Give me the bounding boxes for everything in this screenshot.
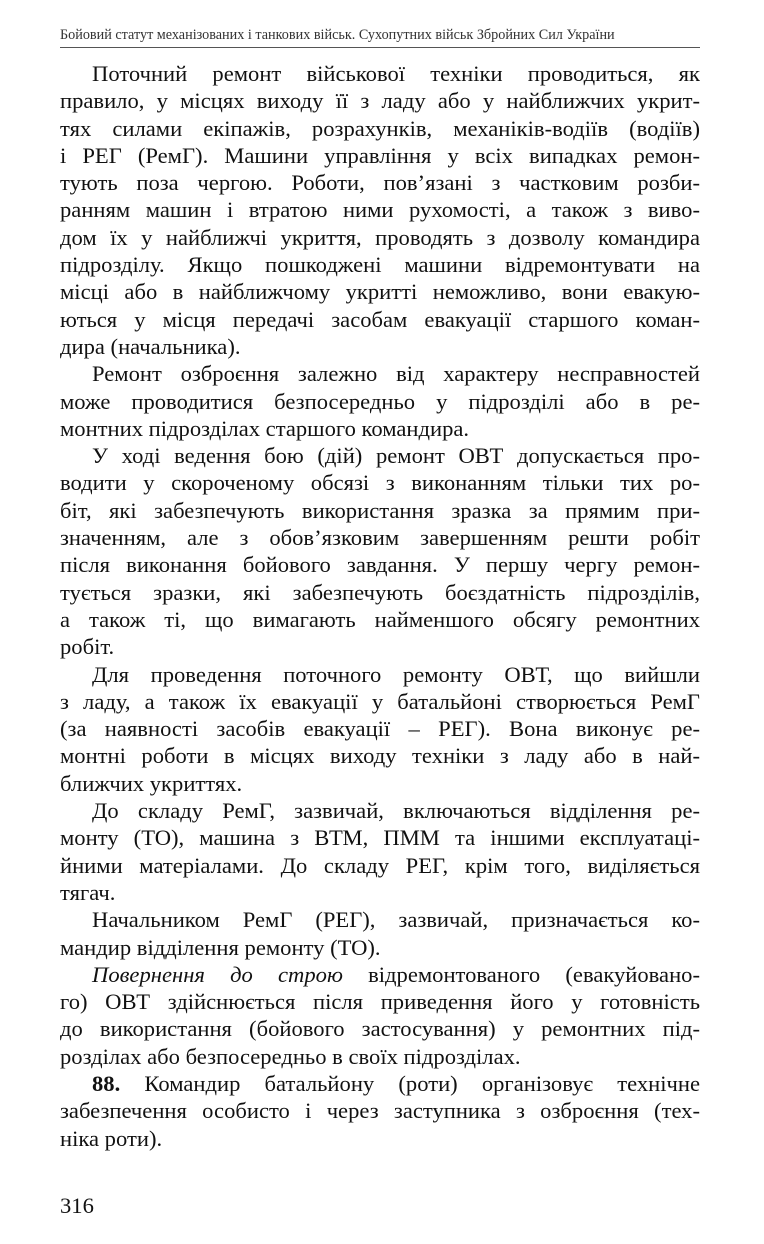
paragraph-battalion-group <box>60 661 700 797</box>
text-line: розділах або безпосередньо в своїх підрозділах. <box>60 1043 521 1069</box>
page-number: 316 <box>60 1193 94 1218</box>
text-line: тують поза чергою. Роботи, пов’язані з частковим розби- <box>60 170 700 196</box>
text-line: монту (ТО), машина з ВТМ, ПММ та іншими експлуатаці- <box>60 825 700 851</box>
text-line <box>60 1070 700 1097</box>
paragraph-group-chief <box>60 906 700 961</box>
header-divider <box>60 47 700 48</box>
paragraph-article-88 <box>60 1070 700 1152</box>
text-line: дом їх у найближчі укриття, проводять з дозволу командира <box>60 224 700 250</box>
text-line: забезпечення особисто і через заступника з озброєння (тех- <box>60 1098 700 1124</box>
paragraph-return-to-service <box>60 961 700 1070</box>
text-line: монтні роботи в місцях виходу техніки з ладу або в най- <box>60 743 700 769</box>
text-line: і РЕГ (РемГ). Машини управління у всіх випадках ремон- <box>60 142 700 168</box>
text-line: може проводитися безпосередньо у підрозділі або в ре- <box>60 388 700 414</box>
text-line: а також ті, що вимагають найменшого обсягу ремонтних <box>60 606 700 632</box>
text-line: робіт. <box>60 634 115 660</box>
text-line: го) ОВТ здійснюється після приведення його у готовність <box>60 989 700 1015</box>
text-line: йними матеріалами. До складу РЕГ, крім того, виділяється <box>60 852 700 878</box>
text-line: мандир відділення ремонту (ТО). <box>60 934 381 960</box>
text-line: ються у місця передачі засобам евакуації старшого коман- <box>60 306 700 332</box>
text-line: з ладу, а також їх евакуації у батальйоні створюється РемГ <box>60 688 700 714</box>
text-run: відремонтованого (евакуйовано- <box>342 961 700 987</box>
text-line: ранням машин і втратою ними рухомості, а також з виво- <box>60 197 700 223</box>
text-line: (за наявності засобів евакуації – РЕГ). Вона виконує ре- <box>60 716 700 742</box>
page-body <box>60 60 700 1152</box>
text-line: Начальником РемГ (РЕГ), зазвичай, призначається ко- <box>92 907 700 933</box>
text-line: правило, у місцях виходу її з ладу або у найближчих укрит- <box>60 88 700 114</box>
text-line: тягач. <box>60 879 116 905</box>
text-line: дира (начальника). <box>60 333 241 359</box>
paragraph-combat-repair <box>60 442 700 660</box>
text-line: До складу РемГ, зазвичай, включаються відділення ре- <box>92 798 700 824</box>
text-line: Поточний ремонт військової техніки проводиться, як <box>92 61 700 86</box>
text-run: Командир батальйону (роти) організовує технічне <box>120 1070 700 1096</box>
text-line: ближчих укриттях. <box>60 770 243 796</box>
paragraph-current-repair <box>60 60 700 360</box>
text-line: тях силами екіпажів, розрахунків, механіків-водіїв (водіїв) <box>60 115 700 141</box>
text-line: до використання (бойового застосування) у ремонтних під- <box>60 1016 700 1042</box>
text-line: місці або в найближчому укритті неможливо, вони евакую- <box>60 279 700 305</box>
text-line: У ході ведення бою (дій) ремонт ОВТ допускається про- <box>92 443 700 469</box>
paragraph-weapons-repair <box>60 360 700 442</box>
italic-lead-term: Повернення до строю <box>92 961 343 987</box>
paragraph-group-composition <box>60 797 700 906</box>
text-line: ніка роти). <box>60 1125 163 1151</box>
text-line <box>60 961 700 988</box>
text-line: біт, які забезпечують використання зразка за прямим при- <box>60 497 700 523</box>
text-line: Для проведення поточного ремонту ОВТ, що вийшли <box>92 661 700 687</box>
text-line: значенням, але з обов’язковим завершенням решти робіт <box>60 525 700 551</box>
text-line: Ремонт озброєння залежно від характеру несправностей <box>92 361 700 387</box>
text-line: після виконання бойового завдання. У першу чергу ремон- <box>60 552 700 578</box>
text-line: тується зразки, які забезпечують боєздатність підрозділів, <box>60 579 700 605</box>
text-line: підрозділу. Якщо пошкоджені машини відремонтувати на <box>60 252 700 278</box>
running-header: Бойовий статут механізованих і танкових військ. Сухопутних військ Збройних Сил України <box>60 27 615 43</box>
article-number: 88. <box>92 1070 121 1096</box>
text-line: водити у скороченому обсязі з виконанням тільки тих ро- <box>60 470 700 496</box>
text-line: монтних підрозділах старшого командира. <box>60 415 470 441</box>
